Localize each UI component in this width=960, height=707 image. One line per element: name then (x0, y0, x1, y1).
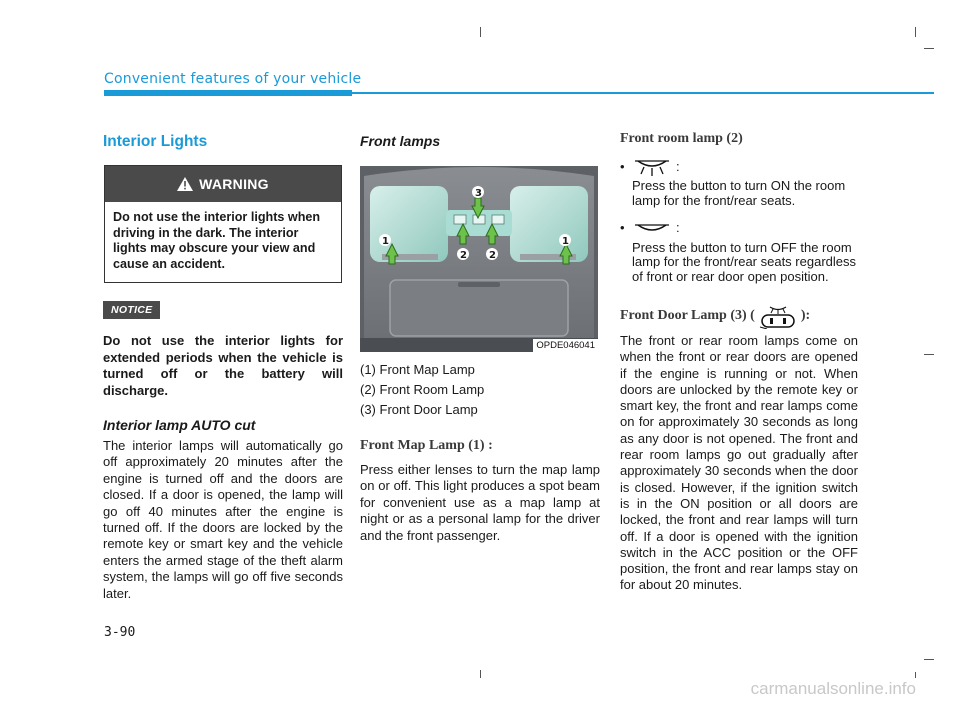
overhead-console-figure (360, 166, 598, 352)
header-rule-thick (104, 90, 352, 96)
list-item: (1) Front Map Lamp (360, 362, 475, 377)
warning-box (104, 165, 342, 283)
door-lamp-title (620, 303, 858, 329)
crop-mark (480, 670, 481, 678)
crop-mark (480, 27, 481, 37)
door-lamp-text: The front or rear room lamps come on when the front or rear doors are opened if the engine is running or not. When doors are unlocked by the remote key or smart key, the front and rear lamps come on for approximately 30 seconds as long as any door is not opened. The front and rear room lamps go out gradually after approximately 30 seconds when the door is closed. However, if the ignition switch is in the ON position or all doors are locked, the front and rear lamps will turn off. If a door is opened with the ignition switch in the ACC position or the OFF position, the front and rear lamps stay on for about 20 minutes. (620, 332, 858, 593)
section-title: Front lamps (360, 133, 441, 149)
running-header: Convenient features of your vehicle (104, 71, 362, 87)
warning-header (105, 166, 341, 202)
list-item: (3) Front Door Lamp (360, 402, 478, 417)
crop-mark (915, 27, 916, 37)
bullet-colon: : (676, 158, 680, 174)
bullet-text: Press the button to turn ON the room lamp for the front/rear seats. (632, 178, 846, 208)
lamp-list (360, 360, 600, 420)
notice-badge: NOTICE (103, 301, 160, 319)
figure-code: OPDE046041 (533, 339, 598, 352)
lamp-off-icon (632, 217, 672, 239)
crop-mark (924, 354, 934, 355)
overhead-console-illustration (360, 166, 598, 352)
room-lamp-title: Front room lamp (2) (620, 131, 743, 146)
crop-mark (924, 48, 934, 49)
warning-triangle-icon (177, 177, 193, 191)
crop-mark (924, 659, 934, 660)
bullet-text: Press the button to turn OFF the room lamp for the front/rear seats regardless of front or rear door open position. (632, 239, 856, 285)
map-lamp-text: Press either lenses to turn the map lamp on or off. This light produces a spot beam for convenient use as a map lamp at night or as a personal lamp for the driver and the front passenger. (360, 462, 600, 543)
page-number: 3-90 (104, 625, 136, 640)
bullet-colon: : (676, 220, 680, 236)
header-rule-thin (352, 92, 934, 94)
notice-text: Do not use the interior lights for extended periods when the vehicle is turned off or the battery will discharge. (103, 333, 343, 398)
column-right (620, 128, 858, 594)
watermark: carmanualsonline.info (750, 679, 916, 698)
callout-number: 2 (489, 250, 496, 261)
crop-mark (915, 672, 916, 678)
bullet-item (620, 155, 858, 177)
bullet-item (620, 217, 858, 239)
auto-cut-text: The interior lamps will automatically go off approximately 20 minutes after the engine is turned off and the doors are closed. If a door is opened, the lamp will go off 40 minutes after the engine is turned off. If the doors are locked by the remote key or smart key and the vehicle enters the armed stage of the theft alarm system, the lamps will go off five seconds later. (103, 438, 343, 601)
list-item: (2) Front Room Lamp (360, 382, 485, 397)
bullet-dot: • (620, 220, 625, 236)
door-lamp-icon (757, 303, 799, 329)
section-title: Interior Lights (103, 133, 208, 150)
callout-number: 2 (460, 250, 467, 261)
bullet-dot: • (620, 158, 625, 174)
door-lamp-title-suffix: ): (800, 307, 811, 323)
auto-cut-title: Interior lamp AUTO cut (103, 417, 256, 433)
callout-number: 1 (562, 236, 569, 247)
callout-number: 1 (382, 236, 389, 247)
warning-text: Do not use the interior lights when driving in the dark. The interior lights may obscure your view and cause an accident. (113, 210, 321, 271)
callout-number: 3 (475, 188, 482, 199)
warning-label: WARNING (199, 176, 269, 192)
column-left (103, 128, 343, 602)
door-lamp-title-prefix: Front Door Lamp (3) ( (620, 307, 755, 323)
lamp-on-icon (632, 155, 672, 177)
map-lamp-title: Front Map Lamp (1) : (360, 438, 493, 453)
column-middle (360, 128, 600, 544)
